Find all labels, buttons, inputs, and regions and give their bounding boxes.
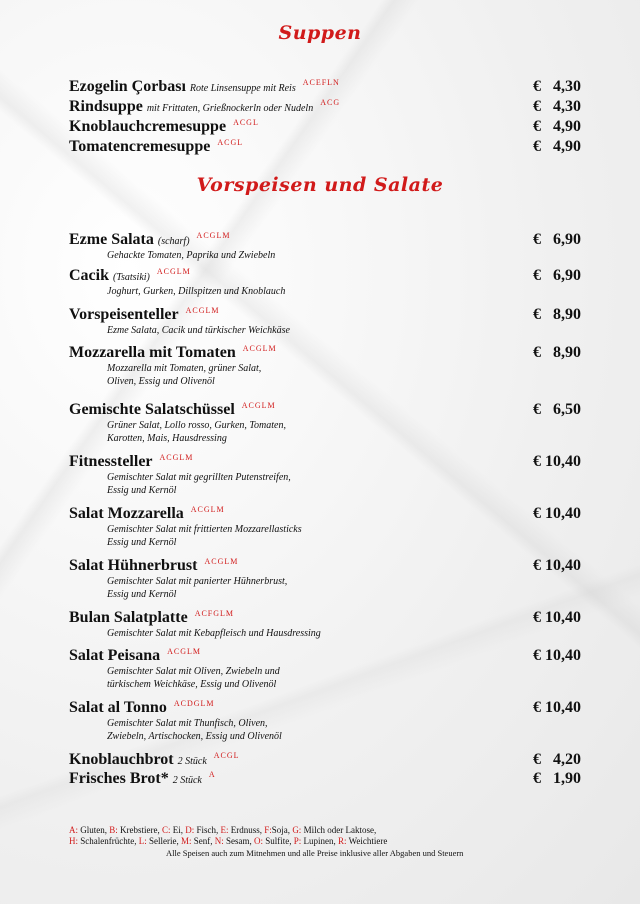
allergen-codes: A	[208, 769, 216, 779]
item-name: Frisches Brot*	[69, 770, 169, 787]
allergen-codes: ACGLM	[190, 504, 225, 514]
item-note: Rote Linsensuppe mit Reis	[189, 83, 296, 94]
item-description: Joghurt, Gurken, Dillspitzen und Knoblauch	[107, 286, 286, 297]
menu-item	[69, 504, 581, 549]
item-description: Gemischter Salat mit Oliven, Zwiebeln und	[107, 666, 280, 677]
item-name: Bulan Salatplatte	[69, 609, 188, 626]
menu-item	[69, 769, 581, 788]
allergen-codes: ACGLM	[156, 266, 191, 276]
allergen-code: O:	[254, 836, 263, 846]
item-price: € 4,30	[533, 98, 581, 115]
allergen-codes: ACGLM	[159, 452, 194, 462]
allergen-codes: ACGL	[233, 117, 259, 127]
allergen-codes: ACGLM	[204, 556, 239, 566]
menu-item	[69, 137, 581, 156]
item-price: € 6,90	[533, 267, 581, 284]
item-name: Salat Hühnerbrust	[69, 557, 198, 574]
item-note: (Tsatsiki)	[113, 272, 150, 283]
allergen-label: Schalenfrüchte,	[78, 836, 139, 846]
menu-item	[69, 698, 581, 743]
item-description: Ezme Salata, Cacik und türkischer Weichkäse	[107, 325, 290, 336]
allergen-label: Fisch,	[194, 825, 221, 835]
legend-line-2	[69, 836, 387, 847]
item-description: Mozzarella mit Tomaten, grüner Salat,	[107, 363, 262, 374]
allergen-label: Krebstiere,	[117, 825, 162, 835]
allergen-label: Weichtiere	[346, 836, 388, 846]
section-heading-vorspeisen: Vorspeisen und Salate	[196, 174, 444, 196]
allergen-label: Senf,	[191, 836, 215, 846]
item-price: € 10,40	[533, 453, 581, 470]
allergen-codes: ACEFLN	[302, 77, 340, 87]
item-description: Gemischter Salat mit gegrillten Putenstreifen,	[107, 472, 291, 483]
item-price: € 8,90	[533, 306, 581, 323]
item-name: Tomatencremesuppe	[69, 138, 211, 155]
allergen-code: D:	[185, 825, 195, 835]
allergen-codes: ACG	[320, 97, 341, 107]
allergen-code: R:	[338, 836, 347, 846]
allergen-code: L:	[138, 836, 147, 846]
item-name: Ezogelin Çorbası	[69, 78, 186, 95]
allergen-codes: ACFGLM	[194, 608, 235, 618]
item-name: Salat al Tonno	[69, 699, 167, 716]
item-price: € 10,40	[533, 647, 581, 664]
allergen-codes: ACGL	[213, 750, 240, 760]
section-heading-suppen: Suppen	[278, 22, 362, 44]
allergen-label: Soja,	[271, 825, 293, 835]
item-note: (scharf)	[157, 236, 190, 247]
item-name: Fitnessteller	[69, 453, 153, 470]
menu-item	[69, 230, 581, 262]
menu-item	[69, 556, 581, 601]
allergen-label: Lupinen,	[301, 836, 339, 846]
allergen-code: A:	[69, 825, 78, 835]
item-price: € 4,90	[533, 138, 581, 155]
item-name: Gemischte Salatschüssel	[69, 401, 235, 418]
item-description: Gemischter Salat mit panierter Hühnerbrust,	[107, 576, 288, 587]
item-price: € 10,40	[533, 505, 581, 522]
item-price: € 6,50	[533, 401, 581, 418]
allergen-codes: ACGLM	[196, 230, 231, 240]
item-name: Cacik	[69, 267, 109, 284]
item-description: Zwiebeln, Artischocken, Essig und Olivenöl	[107, 731, 282, 742]
allergen-code: F:	[264, 825, 272, 835]
item-description: Essig und Kernöl	[107, 589, 177, 600]
allergen-codes: ACGLM	[241, 400, 276, 410]
allergen-codes: ACDGLM	[173, 698, 215, 708]
item-description: Essig und Kernöl	[107, 485, 177, 496]
item-note: 2 Stück	[177, 756, 207, 767]
item-note: 2 Stück	[172, 775, 202, 786]
allergen-label: Gluten,	[78, 825, 110, 835]
item-price: € 10,40	[533, 557, 581, 574]
item-price: € 1,90	[533, 770, 581, 787]
item-description: Karotten, Mais, Hausdressing	[107, 433, 227, 444]
allergen-label: Erdnuss,	[228, 825, 265, 835]
menu-item	[69, 608, 581, 640]
item-description: Gehackte Tomaten, Paprika und Zwiebeln	[107, 250, 276, 261]
menu-item	[69, 266, 581, 298]
item-price: € 4,30	[533, 78, 581, 95]
item-name: Knoblauchcremesuppe	[69, 118, 227, 135]
item-name: Vorspeisenteller	[69, 306, 179, 323]
allergen-label: Milch oder Laktose,	[301, 825, 377, 835]
item-price: € 4,20	[533, 751, 581, 768]
allergen-code: P:	[293, 836, 302, 846]
allergen-codes: ACGLM	[167, 646, 202, 656]
footer-note: Alle Speisen auch zum Mitnehmen und alle Preise inklusive aller Abgaben und Steuern	[166, 848, 464, 858]
allergen-codes: ACGLM	[242, 343, 277, 353]
item-name: Salat Peisana	[69, 647, 161, 664]
menu-item	[69, 646, 581, 691]
allergen-label: Sesam,	[223, 836, 254, 846]
menu-item	[69, 305, 581, 337]
legend-line-1	[69, 825, 387, 836]
item-description: Gemischter Salat mit frittierten Mozzarellasticks	[107, 524, 302, 535]
allergen-label: Sulfite,	[263, 836, 294, 846]
allergen-code: M:	[180, 836, 192, 846]
item-price: € 10,40	[533, 699, 581, 716]
allergen-code: N:	[214, 836, 224, 846]
item-price: € 10,40	[533, 609, 581, 626]
allergen-code: E:	[220, 825, 229, 835]
allergen-label: Sellerie,	[146, 836, 181, 846]
item-description: Grüner Salat, Lollo rosso, Gurken, Tomaten,	[107, 420, 286, 431]
item-price: € 4,90	[533, 118, 581, 135]
item-name: Ezme Salata	[69, 231, 154, 248]
menu-item	[69, 400, 581, 445]
allergen-code: B:	[109, 825, 118, 835]
allergen-legend	[69, 825, 387, 847]
item-description: Essig und Kernöl	[107, 537, 177, 548]
item-description: Gemischter Salat mit Kebapfleisch und Hausdressing	[107, 628, 321, 639]
item-name: Knoblauchbrot	[69, 751, 174, 768]
item-price: € 6,90	[533, 231, 581, 248]
item-description: Gemischter Salat mit Thunfisch, Oliven,	[107, 718, 268, 729]
allergen-code: G:	[292, 825, 302, 835]
item-name: Rindsuppe	[69, 98, 143, 115]
menu-item	[69, 97, 581, 116]
item-name: Mozzarella mit Tomaten	[69, 344, 236, 361]
item-name: Salat Mozzarella	[69, 505, 184, 522]
allergen-label: Ei,	[170, 825, 186, 835]
menu-item	[69, 77, 581, 96]
item-description: Oliven, Essig und Olivenöl	[107, 376, 215, 387]
item-description: türkischem Weichkäse, Essig und Olivenöl	[107, 679, 277, 690]
menu-item	[69, 117, 581, 136]
item-price: € 8,90	[533, 344, 581, 361]
allergen-code: H:	[69, 836, 78, 846]
menu-item	[69, 452, 581, 497]
menu-item	[69, 343, 581, 388]
allergen-code: C:	[162, 825, 171, 835]
allergen-codes: ACGL	[217, 137, 244, 147]
item-note: mit Frittaten, Grießnockerln oder Nudeln	[146, 103, 314, 114]
menu-item	[69, 750, 581, 769]
allergen-codes: ACGLM	[185, 305, 220, 315]
